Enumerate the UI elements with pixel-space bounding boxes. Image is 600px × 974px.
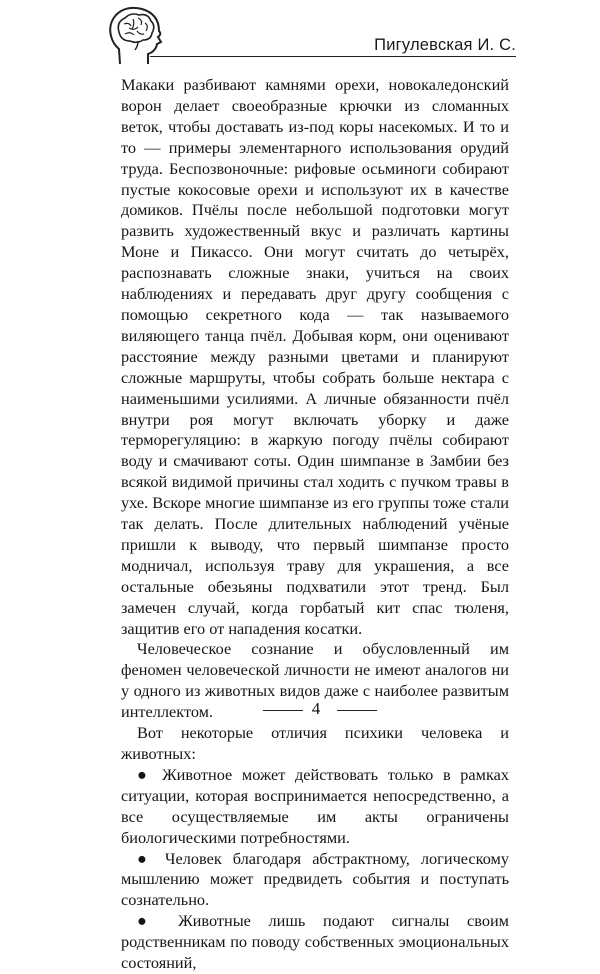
head-brain-icon (104, 4, 166, 68)
bullet-icon: ● (137, 848, 154, 868)
running-header-author: Пигулевская И. С. (374, 36, 516, 54)
page-header (0, 0, 600, 70)
bullet-item (121, 911, 509, 974)
body-paragraph: Вот некоторые отличия психики человека и животных: (121, 723, 509, 763)
footer-rule-left (263, 710, 303, 711)
page-footer (0, 696, 600, 726)
bullet-icon: ● (137, 764, 153, 784)
bullet-text: Человек благодаря абстрактному, логическому мышлению может предвидеть события и поступать сознательно. (121, 848, 509, 910)
bullet-text: Животное может действовать только в рамках ситуации, которая воспринимается непосредственно, а все осуществляемые им акты ограничены биологическими потребностями. (121, 764, 509, 847)
footer-rule-right (337, 710, 377, 711)
page-body (121, 75, 509, 974)
body-paragraph: Макаки разбивают камнями орехи, новокаледонский ворон делает своеобразные крючки из сломанных веток, чтобы доставать из-под коры насекомых. И то и то — примеры элементарного использования орудий труда. Беспозвоночные: рифовые осьминоги собирают пустые кокосовые орехи и используют их в качестве домиков. Пчёлы после небольшой подготовки могут развить художественный вкус и различать картины Моне и Пикассо. Они могут считать до четырёх, распознавать сложные знаки, учиться на своих наблюдениях и передавать друг другу сообщения с помощью секретного кода — так называемого виляющего танца пчёл. Добывая корм, они оценивают расстояние между разными цветами и планируют сложные маршруты, чтобы собрать больше нектара с наименьшими усилиями. А личные обязанности пчёл внутри роя могут включать уборку и даже терморегуляцию: в жаркую погоду пчёлы собирают воду и смачивают соты. Один шимпанзе в Замбии без всякой видимой причины стал ходить с пучком травы в ухе. Вскоре многие шимпанзе из его группы тоже стали так делать. После длительных наблюдений учёные пришли к выводу, что первый шимпанзе просто модничал, используя траву для украшения, а все остальные обезьяны подхватили этот тренд. Был замечен случай, когда горбатый кит спас тюленя, защитив его от нападения косатки. (121, 75, 509, 638)
body-paragraph: Человеческое сознание и обусловленный им феномен человеческой личности не имеют аналогов ни у одного из животных видов даже с наиболее развитым интеллектом. (121, 639, 509, 722)
bullet-text: Животные лишь подают сигналы своим родственникам по поводу собственных эмоциональных состояний, (121, 911, 509, 973)
header-rule (150, 56, 516, 57)
bullet-item (121, 849, 509, 912)
bullet-item (121, 765, 509, 849)
page-number: 4 (311, 699, 321, 718)
bullet-icon: ● (137, 911, 161, 931)
